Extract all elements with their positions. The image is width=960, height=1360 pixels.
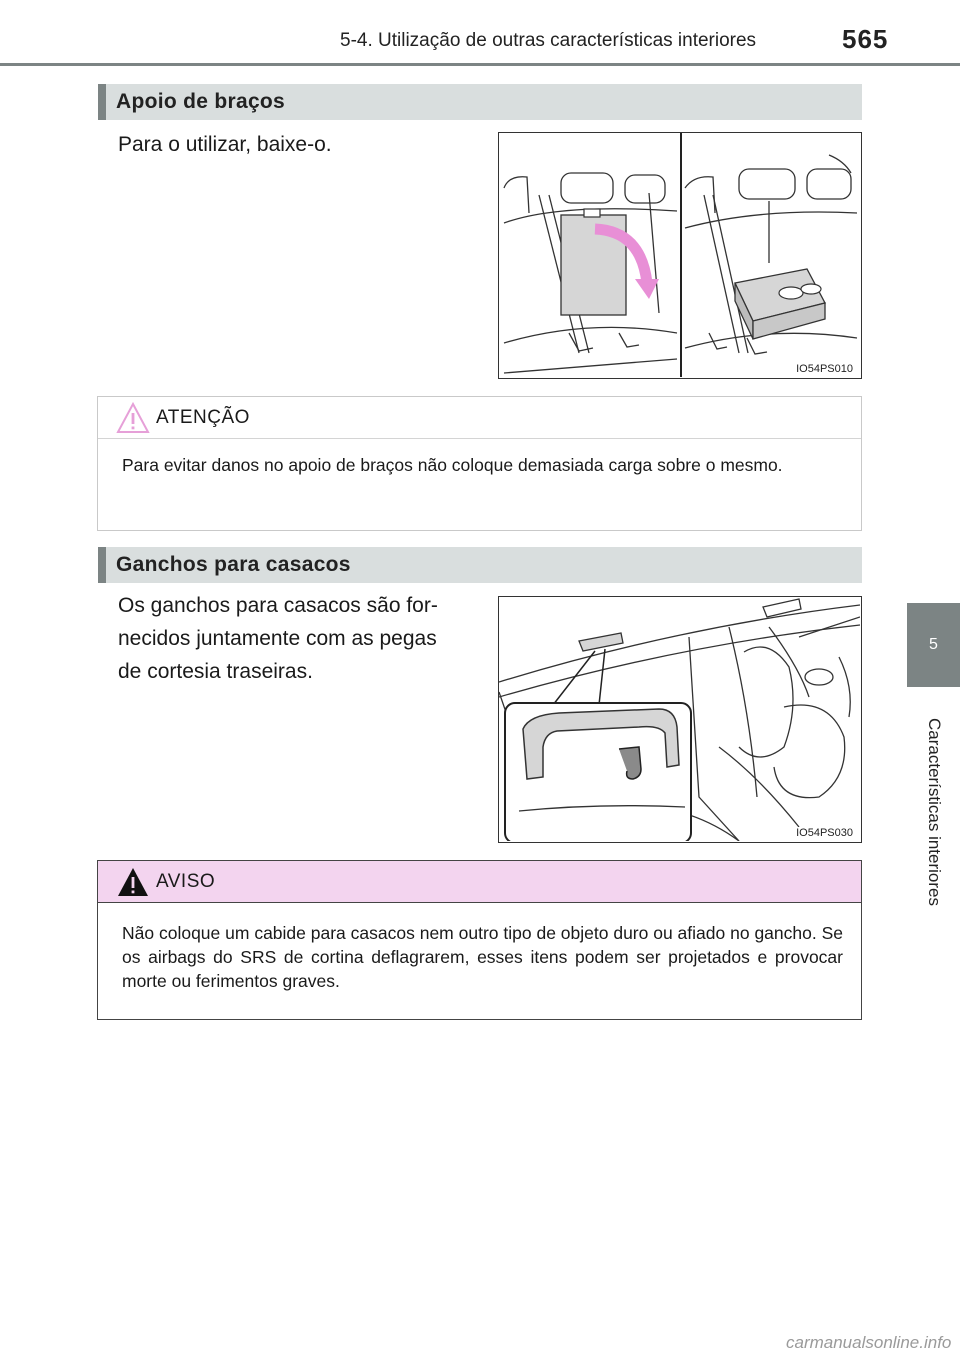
section-header-coat-hooks bbox=[98, 547, 862, 583]
figure-code: IO54PS010 bbox=[796, 363, 853, 375]
armrest-instruction: Para o utilizar, baixe-o. bbox=[118, 133, 332, 156]
caution-text: Para evitar danos no apoio de braços não coloque demasiada carga sobre o mesmo. bbox=[122, 455, 783, 475]
chapter-label: Características interiores bbox=[924, 717, 944, 907]
coat-hooks-line-1: Os ganchos para casacos são for- bbox=[118, 594, 438, 617]
footer-watermark: carmanualsonline.info bbox=[786, 1333, 952, 1352]
caution-label: ATENÇÃO bbox=[156, 406, 250, 428]
armrest-drawing bbox=[499, 133, 860, 377]
caution-header bbox=[98, 397, 861, 439]
section-title: Apoio de braços bbox=[116, 90, 286, 113]
coat-hooks-line-3: de cortesia traseiras. bbox=[118, 660, 313, 683]
coat-hook-illustration bbox=[498, 596, 862, 843]
coat-hooks-line-2: necidos juntamente com as pegas bbox=[118, 627, 437, 650]
figure-code: IO54PS030 bbox=[796, 827, 853, 839]
section-title: Ganchos para casacos bbox=[116, 553, 351, 576]
chapter-number: 5 bbox=[929, 636, 938, 653]
caution-box bbox=[97, 396, 862, 531]
coat-hooks-description bbox=[118, 589, 488, 688]
running-header: 5-4. Utilização de outras características interiores bbox=[340, 30, 757, 51]
chapter-tab-label bbox=[907, 697, 960, 927]
warning-label: AVISO bbox=[156, 870, 216, 892]
caution-triangle-icon bbox=[116, 402, 150, 434]
coat-hook-drawing bbox=[499, 597, 860, 841]
page-number: 565 bbox=[842, 24, 889, 54]
header-rule bbox=[0, 63, 960, 66]
warning-triangle-icon bbox=[116, 866, 150, 898]
chapter-tab bbox=[907, 603, 960, 687]
section-header-armrest bbox=[98, 84, 862, 120]
warning-box bbox=[97, 860, 862, 1020]
warning-header bbox=[98, 861, 861, 903]
armrest-illustration bbox=[498, 132, 862, 379]
warning-text: Não coloque um cabide para casacos nem outro tipo de objeto duro ou afiado no gancho. Se os airbags do SRS de cortina deflagrarem, esses itens podem ser projetados e provocar morte ou ferimentos graves. bbox=[122, 923, 843, 991]
